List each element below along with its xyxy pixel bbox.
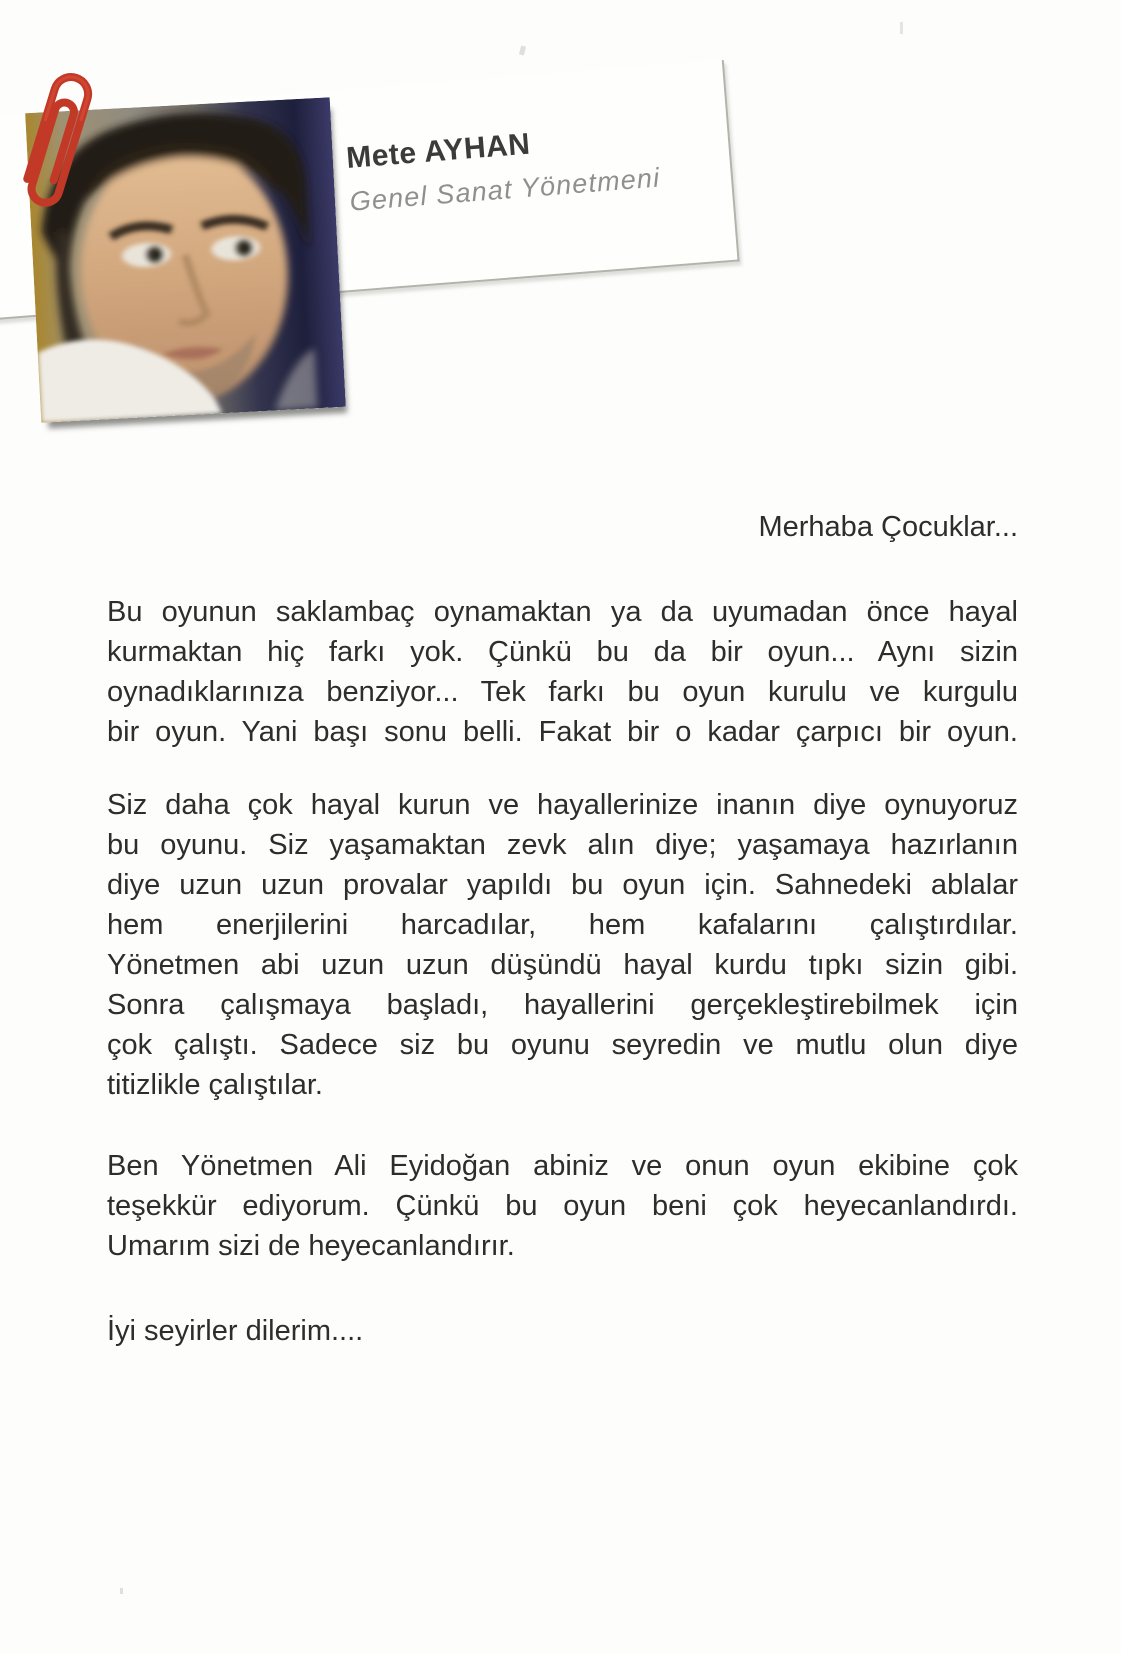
scan-speck xyxy=(900,22,903,34)
scan-speck xyxy=(120,1588,123,1594)
letter-line: çok çalıştı. Sadece siz bu oyunu seyredin ve mutlu olun diye xyxy=(107,1029,1018,1061)
letter-line: Sonra çalışmaya başladı, hayallerini gerçekleştirebilmek için xyxy=(107,989,1018,1021)
letter-line: Umarım sizi de heyecanlandırır. xyxy=(107,1230,515,1262)
letter-line: bir oyun. Yani başı sonu belli. Fakat bir o kadar çarpıcı bir oyun. xyxy=(107,716,1018,748)
letter-line: Yönetmen abi uzun uzun düşündü hayal kurdu tıpkı sizin gibi. xyxy=(107,949,1018,981)
letter-line: oynadıklarınıza benziyor... Tek farkı bu oyun kurulu ve kurgulu xyxy=(107,676,1018,708)
letter-line: Bu oyunun saklambaç oynamaktan ya da uyumadan önce hayal xyxy=(107,596,1018,628)
scan-speck xyxy=(519,46,526,56)
letter-line: diye uzun uzun provalar yapıldı bu oyun için. Sahnedeki ablalar xyxy=(107,869,1018,901)
letter-line: bu oyunu. Siz yaşamaktan zevk alın diye; yaşamaya hazırlanın xyxy=(107,829,1018,861)
person-name: Mete AYHAN xyxy=(345,127,532,175)
letter-line: kurmaktan hiç farkı yok. Çünkü bu da bir oyun... Aynı sizin xyxy=(107,636,1018,668)
letter-line: Siz daha çok hayal kurun ve hayallerinize inanın diye oynuyoruz xyxy=(107,789,1018,821)
letter-line: Ben Yönetmen Ali Eyidoğan abiniz ve onun oyun ekibine çok xyxy=(107,1150,1018,1182)
letter-line: teşekkür ediyorum. Çünkü bu oyun beni çok heyecanlandırdı. xyxy=(107,1190,1018,1222)
letter-closing: İyi seyirler dilerim.... xyxy=(107,1315,364,1347)
letter-line: hem enerjilerini harcadılar, hem kafalarını çalıştırdılar. xyxy=(107,909,1018,941)
letter-paragraph xyxy=(107,1146,1018,1266)
letter-paragraph xyxy=(107,785,1018,1105)
letter-greeting: Merhaba Çocuklar... xyxy=(758,511,1018,543)
person-title: Genel Sanat Yönetmeni xyxy=(348,162,662,217)
letter-line: titizlikle çalıştılar. xyxy=(107,1069,323,1101)
letter-paragraph xyxy=(107,592,1018,752)
